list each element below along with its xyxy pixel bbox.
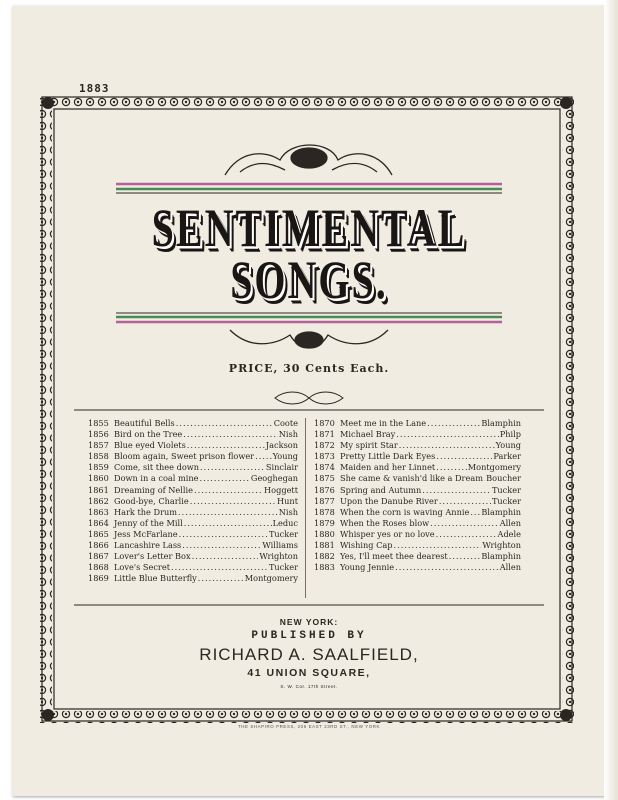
song-composer: Coote (273, 418, 298, 428)
song-list-right (314, 418, 521, 573)
song-composer: Blamphin (481, 506, 521, 517)
top-ornament (225, 145, 392, 175)
song-title: Jenny of the Mill (114, 517, 183, 528)
song-row (314, 485, 521, 496)
song-title: Lancashire Lass (114, 540, 182, 551)
song-number: 1875 (314, 473, 335, 484)
song-row (314, 551, 521, 562)
song-row (314, 440, 521, 451)
song-row (314, 462, 521, 473)
song-composer: Hunt (277, 495, 298, 506)
song-number: 1855 (88, 418, 109, 428)
song-composer: Hoggett (264, 484, 298, 495)
song-composer: Wrighton (259, 551, 298, 562)
song-composer: Tucker (491, 495, 521, 506)
song-number: 1869 (88, 573, 109, 584)
song-number: 1877 (314, 495, 335, 506)
song-number: 1860 (88, 473, 109, 484)
leader-dots (484, 473, 485, 484)
leader-dots (395, 562, 499, 573)
publisher-corner: S. W. Cor. 17th Street. (280, 684, 338, 689)
song-row (88, 518, 298, 529)
leader-dots (255, 451, 271, 462)
title-line-2: SONGS. (230, 249, 388, 311)
song-composer: Parker (493, 451, 521, 462)
leader-dots (399, 440, 495, 451)
price-line: PRICE, 30 Cents Each. (228, 362, 390, 375)
price-ornament (275, 392, 343, 404)
song-title: Jess McFarlane (114, 528, 178, 539)
song-row (314, 529, 521, 540)
song-title: Hark the Drum (114, 506, 178, 517)
leader-dots (198, 573, 244, 584)
leader-dots (192, 551, 259, 562)
song-title: She came & vanish'd like a Dream (340, 473, 483, 484)
song-title: Whisper yes or no love (340, 528, 435, 539)
leader-dots (182, 540, 261, 551)
leader-dots (176, 418, 273, 429)
song-composer: Blamphin (481, 551, 521, 562)
printer-imprint: THE SHAPIRO PRESS, 206 EAST 23RD ST., NEW YORK (237, 724, 381, 729)
corner-rosettes (42, 97, 572, 721)
song-row (88, 562, 298, 573)
leader-dots (179, 529, 268, 540)
song-list-left (88, 418, 298, 584)
song-number: 1856 (88, 429, 109, 440)
song-number: 1871 (314, 429, 335, 440)
song-title: Bloom again, Sweet prison flower (114, 451, 255, 462)
song-number: 1870 (314, 418, 335, 428)
song-composer: Montgomery (244, 573, 298, 584)
leader-dots (200, 462, 265, 473)
song-row (88, 473, 298, 484)
leader-dots (199, 473, 249, 484)
song-title: Down in a coal mine (114, 473, 199, 484)
song-row (88, 551, 298, 562)
leader-dots (183, 429, 277, 440)
song-row (314, 518, 521, 529)
song-title: Love's Secret (114, 562, 170, 573)
song-title: Pretty Little Dark Eyes (340, 451, 436, 462)
song-row (88, 573, 298, 584)
leader-dots (470, 507, 480, 518)
song-title: When the corn is waving Annie (340, 506, 470, 517)
song-row (314, 496, 521, 507)
leader-dots (184, 518, 272, 529)
song-title: My spirit Star (340, 440, 398, 451)
song-row (314, 507, 521, 518)
song-title: Beautiful Bells (114, 418, 175, 428)
leader-dots (439, 496, 491, 507)
song-row (314, 473, 521, 484)
song-number: 1872 (314, 440, 335, 451)
song-row (314, 451, 521, 462)
song-title: Yes, I'll meet thee dearest (340, 551, 448, 562)
song-number: 1867 (88, 551, 109, 562)
song-title: Young Jennie (340, 562, 395, 573)
song-composer: Nish (278, 506, 298, 517)
publisher-name: RICHARD A. SAALFIELD, (199, 645, 419, 664)
song-title: Meet me in the Lane (340, 418, 427, 428)
song-number: 1882 (314, 551, 335, 562)
song-title: Michael Bray (340, 429, 396, 440)
column-divider (305, 418, 306, 598)
leader-dots (422, 485, 491, 496)
song-number: 1874 (314, 462, 335, 473)
leader-dots (427, 418, 480, 429)
song-number: 1883 (314, 562, 335, 573)
song-title: Little Blue Butterfly (114, 573, 197, 584)
song-composer: Young (495, 440, 521, 451)
published-by: PUBLISHED BY (251, 630, 367, 642)
leader-dots (449, 551, 481, 562)
song-title: When the Roses blow (340, 517, 430, 528)
song-composer: Tucker (268, 562, 298, 573)
song-title: Bird on the Tree (114, 429, 183, 440)
song-row (314, 429, 521, 440)
song-title: Dreaming of Nellie (114, 484, 193, 495)
song-row (314, 540, 521, 551)
song-row (88, 429, 298, 440)
plate-number: 1883 (79, 82, 110, 95)
song-composer: Wrighton (482, 540, 521, 551)
song-row (88, 540, 298, 551)
song-number: 1862 (88, 495, 109, 506)
song-number: 1861 (88, 484, 109, 495)
song-number: 1858 (88, 451, 109, 462)
leader-dots (430, 518, 499, 529)
song-composer: Sinclair (265, 462, 298, 473)
song-composer: Nish (278, 429, 298, 440)
song-number: 1857 (88, 440, 109, 451)
lower-ornament (230, 330, 388, 348)
song-number: 1863 (88, 506, 109, 517)
song-row (88, 529, 298, 540)
song-composer: Tucker (268, 528, 298, 539)
leader-dots (171, 562, 268, 573)
publisher-address: 41 UNION SQUARE, (247, 667, 371, 679)
song-row (314, 562, 521, 573)
song-number: 1876 (314, 484, 335, 495)
frame-outer-line (42, 97, 572, 721)
song-title: Good-bye, Charlie (114, 495, 189, 506)
song-composer: Allen (499, 517, 521, 528)
song-row (88, 418, 298, 429)
song-row (88, 496, 298, 507)
song-composer: Jackson (265, 440, 298, 451)
song-composer: Young (272, 451, 298, 462)
song-number: 1873 (314, 451, 335, 462)
leader-dots (187, 440, 265, 451)
song-row (88, 462, 298, 473)
song-composer: Tucker (491, 484, 521, 495)
song-row (88, 440, 298, 451)
song-row (314, 418, 521, 429)
song-number: 1868 (88, 562, 109, 573)
publisher-city: NEW YORK: (279, 617, 339, 627)
leader-dots (396, 429, 498, 440)
title-line-1: SENTIMENTAL (151, 197, 467, 259)
leader-dots (436, 529, 497, 540)
leader-dots (178, 507, 278, 518)
song-row (88, 507, 298, 518)
song-title: Upon the Danube River (340, 495, 438, 506)
song-number: 1880 (314, 528, 335, 539)
song-title: Lover's Letter Box (114, 551, 191, 562)
leader-dots (394, 540, 482, 551)
song-number: 1881 (314, 540, 335, 551)
song-composer: Williams (262, 540, 298, 551)
song-composer: Blamphin (481, 418, 521, 428)
song-title: Blue eyed Violets (114, 440, 186, 451)
song-number: 1879 (314, 517, 335, 528)
song-composer: Montgomery (467, 462, 521, 473)
song-title: Maiden and her Linnet (340, 462, 436, 473)
song-composer: Geoghegan (250, 473, 298, 484)
song-composer: Boucher (486, 473, 521, 484)
leader-dots (436, 462, 467, 473)
song-number: 1864 (88, 517, 109, 528)
leader-dots (436, 451, 492, 462)
song-number: 1866 (88, 540, 109, 551)
song-composer: Philp (499, 429, 521, 440)
song-row (88, 485, 298, 496)
song-composer: Leduc (272, 517, 298, 528)
song-row (88, 451, 298, 462)
song-composer: Adele (497, 528, 521, 539)
song-title: Come, sit thee down (114, 462, 200, 473)
song-number: 1859 (88, 462, 109, 473)
song-composer: Allen (499, 562, 521, 573)
song-number: 1865 (88, 528, 109, 539)
song-title: Spring and Autumn (340, 484, 422, 495)
song-number: 1878 (314, 506, 335, 517)
song-title: Wishing Cap (340, 540, 393, 551)
leader-dots (194, 485, 263, 496)
leader-dots (190, 496, 276, 507)
